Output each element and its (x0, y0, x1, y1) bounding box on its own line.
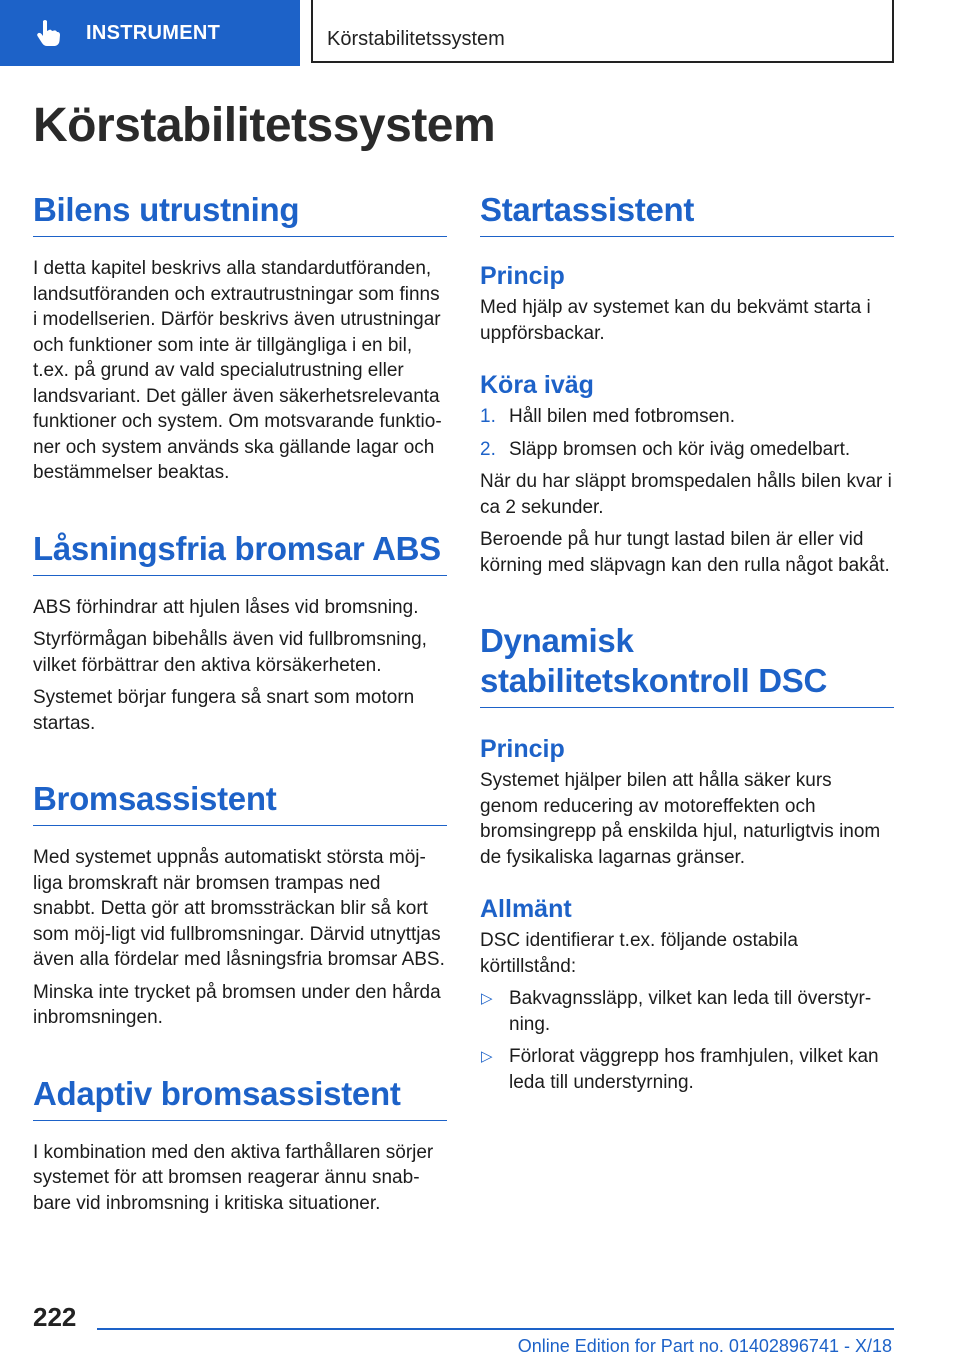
paragraph: Beroende på hur tungt lastad bilen är eller vid körning med släpvagn kan den rulla något bakåt. (480, 529, 890, 576)
paragraph: I detta kapitel beskrivs alla standardutföranden, landsutföranden och extrautrustningar som finns i modellserien. Därför beskrivs även utrustningar och funktioner som inte är tillgängliga i en bil, t.ex. på grund av vald specialutrustning eller landsvariant. Det gäller även säkerhetsrelevanta funktioner och system. Om motsvarande funktio-ner och system används ska gällande lagar och bestämmelser beaktas. (33, 258, 442, 483)
paragraph: DSC identifierar t.ex. följande ostabila körtillstånd: (480, 930, 798, 977)
paragraph: Med hjälp av systemet kan du bekvämt starta i uppförsbackar. (480, 297, 871, 344)
hand-pointer-icon (34, 18, 64, 48)
paragraph: Minska inte trycket på bromsen under den hårda inbromsningen. (33, 981, 441, 1028)
chapter-label: INSTRUMENT (86, 21, 221, 44)
steps-list (480, 404, 894, 462)
heading-dsc (480, 621, 894, 708)
heading-abs: Låsningsfria bromsar ABS (33, 529, 447, 576)
footer-edition: Online Edition for Part no. 01402896741 - X/18 (517, 1336, 892, 1356)
list-item (480, 986, 894, 1037)
paragraph: När du har släppt bromspedalen hålls bilen kvar i ca 2 sekunder. (480, 471, 892, 518)
heading-startassistent: Startassistent (480, 190, 894, 237)
right-column (480, 190, 894, 1095)
bullet-text: Bakvagnssläpp, vilket kan leda till överstyr-ning. (509, 988, 872, 1035)
subheading-princip: Princip (480, 735, 565, 763)
step-number: 1. (480, 406, 496, 427)
bullet-list (480, 986, 894, 1095)
triangle-right-icon: ▷ (481, 990, 493, 1007)
paragraph: Systemet börjar fungera så snart som motorn startas. (33, 687, 415, 734)
paragraph: Med systemet uppnås automatiskt största möj-liga bromskraft när bromsen trampas ned snabbt. Detta gör att bromssträckan blir så kort som möj-ligt vid fullbromsningar. Därvid utnyttjas även alla fördelar med låsningsfria bromsar ABS. (33, 847, 445, 970)
subheading-kora-ivag: Köra iväg (480, 371, 594, 399)
step-number: 2. (480, 438, 496, 460)
bullet-text: Förlorat väggrepp hos framhjulen, vilket kan leda till understyrning. (509, 1046, 879, 1093)
heading-adaptiv-bromsassistent: Adaptiv bromsassistent (33, 1074, 447, 1121)
section-tab (311, 0, 894, 63)
paragraph: Styrförmågan bibehålls även vid fullbromsning, vilket förbättrar den aktiva körsäkerheten. (33, 629, 427, 676)
list-item (480, 1044, 894, 1095)
list-item (480, 437, 894, 463)
list-item (480, 404, 894, 430)
heading-bromsassistent: Bromsassistent (33, 779, 447, 826)
page-number: 222 (33, 1302, 77, 1332)
step-text: Håll bilen med fotbromsen. (509, 406, 735, 427)
paragraph: Systemet hjälper bilen att hålla säker kurs genom reducering av motoreffekten och bromsingrepp på enskilda hjul, naturligtvis inom de fysikaliska lagarnas gränser. (480, 770, 881, 868)
section-title: Körstabilitetssystem (327, 28, 505, 50)
heading-dsc-line2: stabilitetskontroll DSC (480, 662, 827, 699)
paragraph: ABS förhindrar att hjulen låses vid bromsning. (33, 596, 419, 618)
heading-dsc-line1: Dynamisk (480, 622, 634, 659)
page-title: Körstabilitetssystem (33, 99, 496, 152)
subheading-princip: Princip (480, 262, 565, 290)
triangle-right-icon: ▷ (481, 1048, 493, 1065)
heading-bilens-utrustning: Bilens utrustning (33, 190, 447, 237)
subheading-allmant: Allmänt (480, 895, 572, 923)
chapter-tab (0, 0, 300, 66)
page-header (0, 0, 960, 66)
step-text: Släpp bromsen och kör iväg omedelbart. (509, 438, 851, 460)
left-column (33, 190, 447, 1216)
footer-divider (97, 1328, 894, 1330)
paragraph: I kombination med den aktiva farthållaren sörjer systemet för att bromsen reagerar ännu snab-bare vid inbromsning i kritiska situationer. (33, 1141, 434, 1214)
